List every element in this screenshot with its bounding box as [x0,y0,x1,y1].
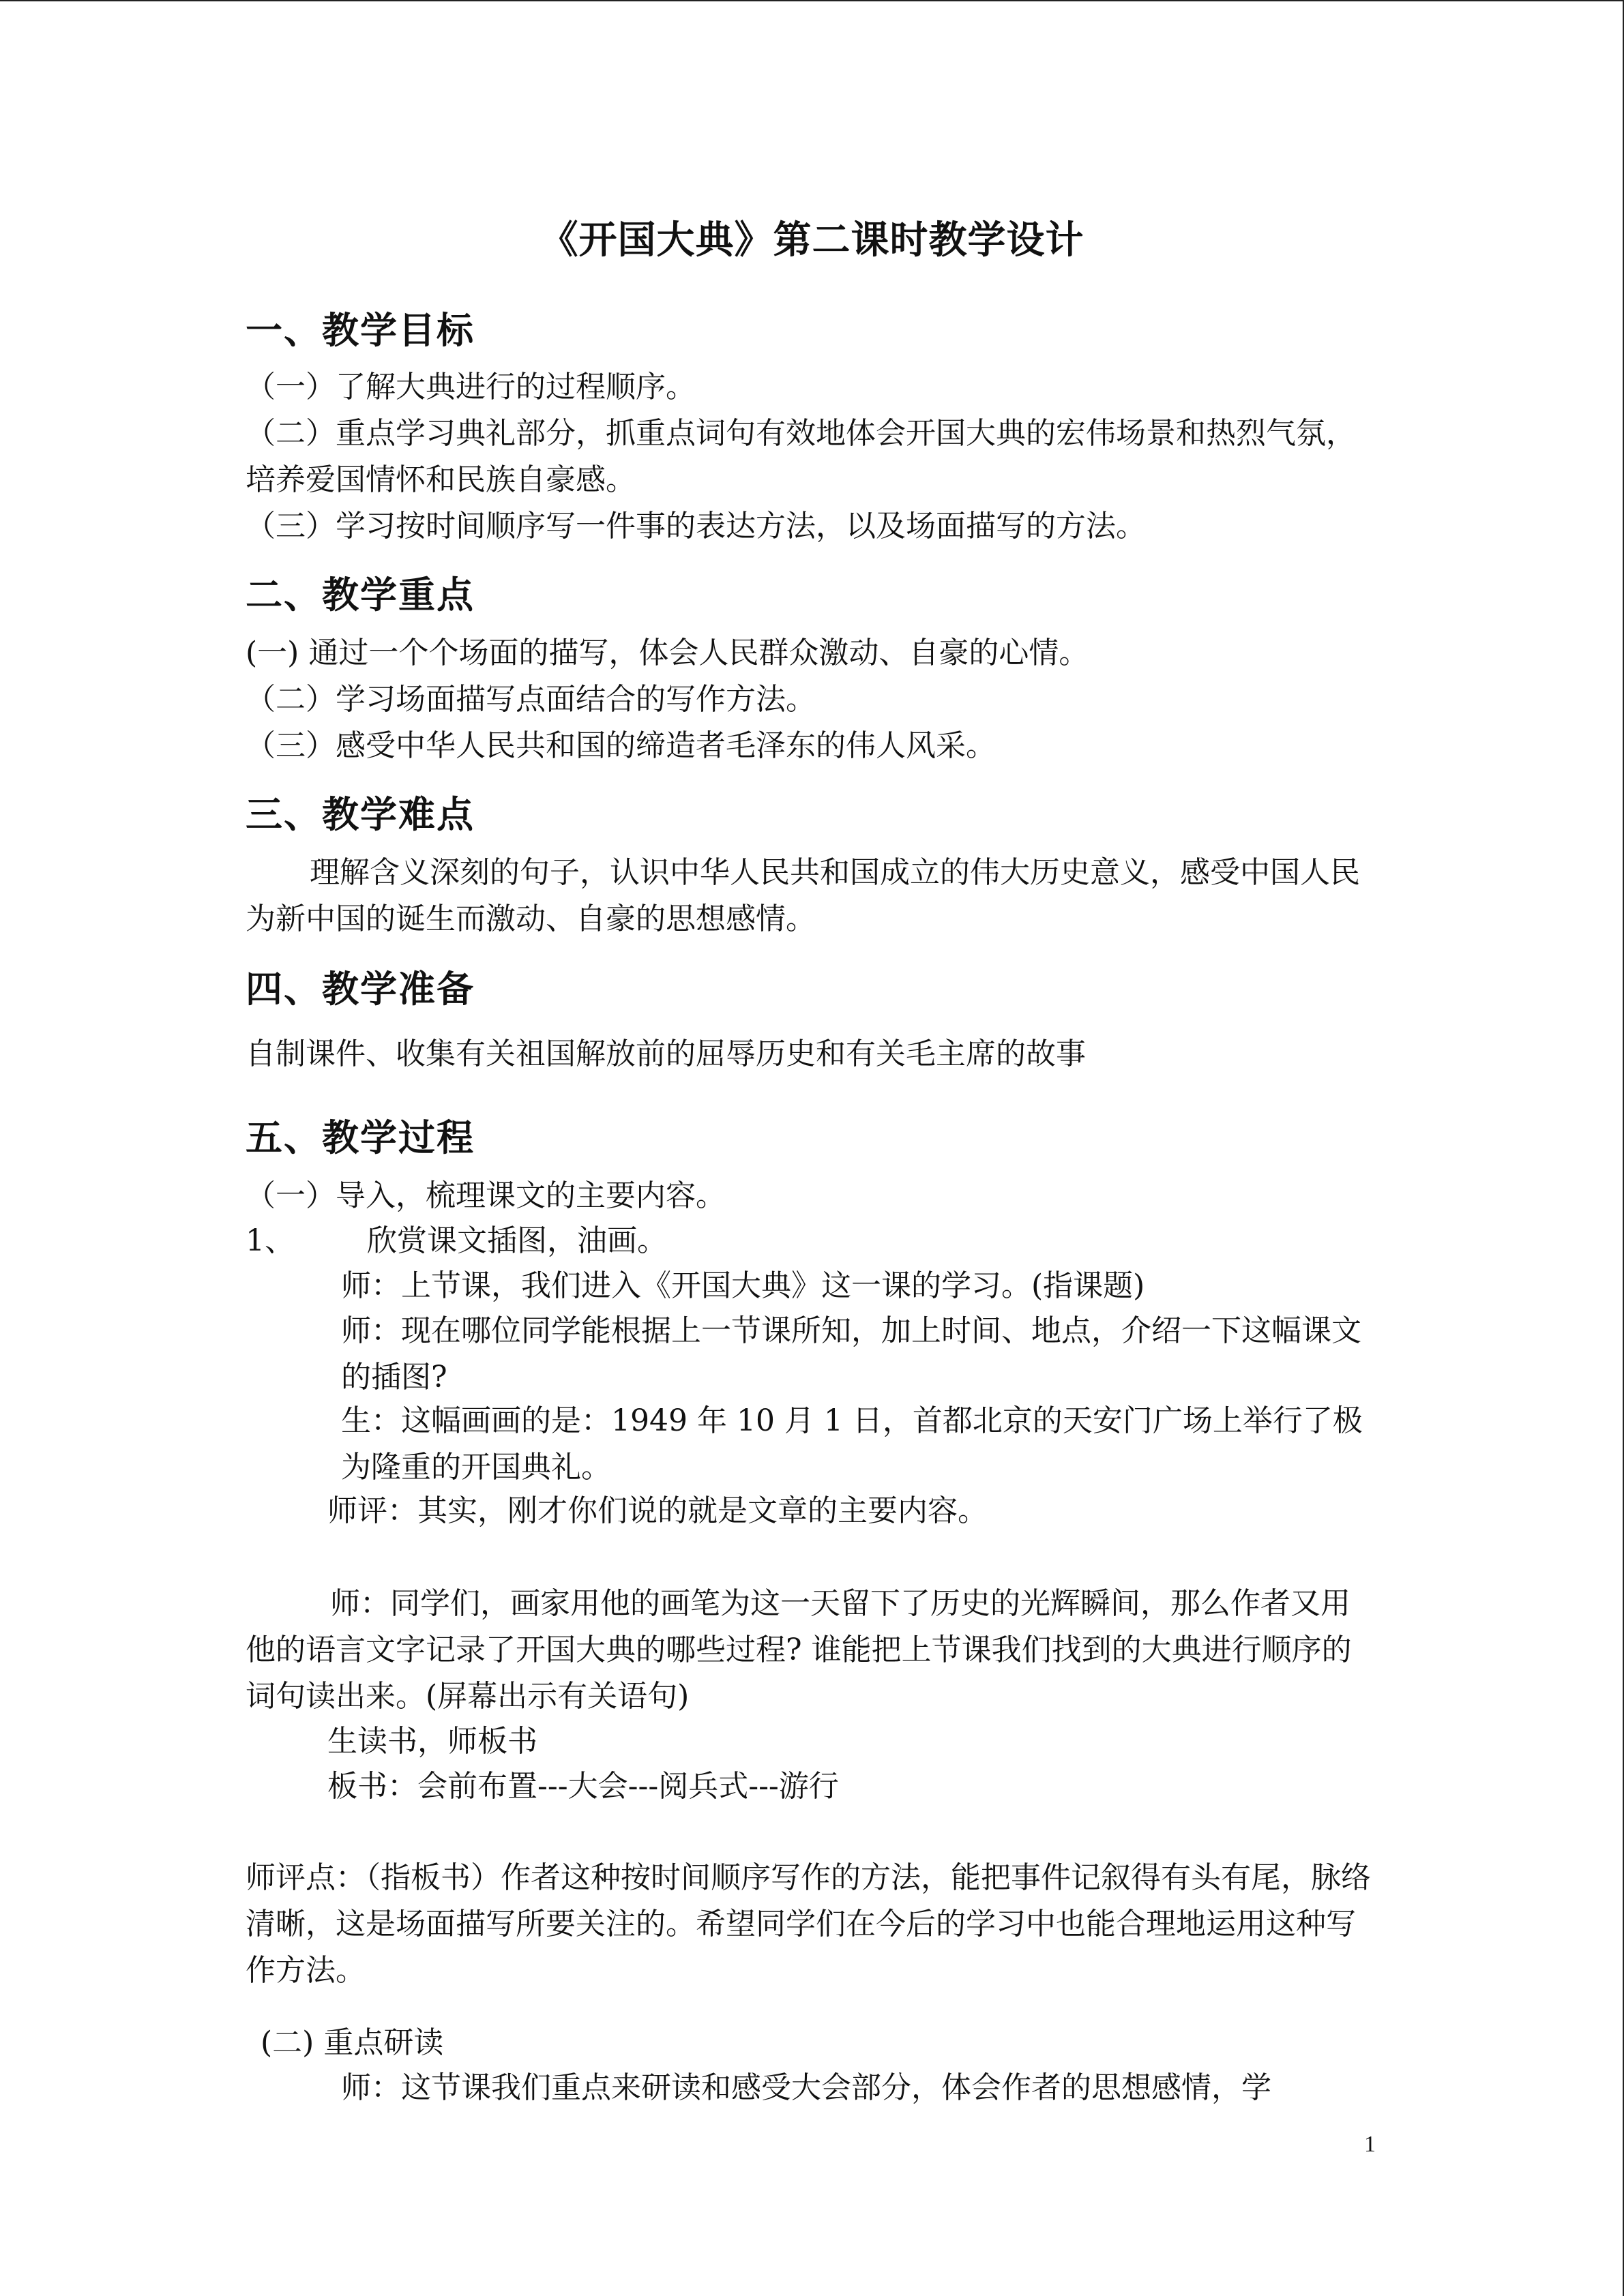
key-point-item-2: （二）学习场面描写点面结合的写作方法。 [246,682,816,717]
process-part-1-title: （一）导入，梳理课文的主要内容。 [246,1178,726,1213]
section-heading-process: 五、教学过程 [246,1116,475,1159]
process-paragraph-3: 师：这节课我们重点来研读和感受大会部分，体会作者的思想感情，学 [341,2070,1271,2105]
section-heading-difficulties: 三、教学难点 [246,793,475,836]
step-1-label: 欣赏课文插图，油画。 [367,1223,667,1258]
page-number: 1 [1364,2132,1376,2157]
objective-item-2: （二）重点学习典礼部分，抓重点词句有效地体会开国大典的宏伟场景和热烈气氛，培养爱国情怀和民族自豪感。 [246,416,1356,497]
process-paragraph-1: 师：同学们，画家用他的画笔为这一天留下了历史的光辉瞬间，那么作者又用他的语言文字记录了开国大典的哪些过程? 谁能把上节课我们找到的大典进行顺序的词句读出来。(屏幕出示有关语句) [246,1586,1352,1714]
page-title: 《开国大典》第二课时教学设计 [540,218,1084,263]
section-heading-preparation: 四、教学准备 [246,968,475,1011]
key-point-item-1: (一) 通过一个个场面的描写，体会人民群众激动、自豪的心情。 [246,636,1089,670]
process-line-reading: 生读书，师板书 [327,1724,537,1759]
dialog-teacher-1: 师：上节课，我们进入《开国大典》这一课的学习。(指课题) [341,1268,1145,1303]
dialog-teacher-2: 师：现在哪位同学能根据上一节课所知，加上时间、地点，介绍一下这幅课文的插图? [341,1313,1361,1395]
step-1-number: 1、 [246,1223,295,1258]
section-heading-key-points: 二、教学重点 [246,573,475,616]
objective-item-1: （一）了解大典进行的过程顺序。 [246,370,696,404]
difficulties-text: 理解含义深刻的句子，认识中华人民共和国成立的伟大历史意义，感受中国人民为新中国的诞生而激动、自豪的思想感情。 [246,855,1360,936]
process-line-blackboard: 板书：会前布置---大会---阅兵式---游行 [327,1769,839,1804]
section-heading-objectives: 一、教学目标 [246,309,475,352]
dialog-teacher-comment: 师评：其实，刚才你们说的就是文章的主要内容。 [327,1493,988,1528]
dialog-student-1: 生：这幅画画的是：1949 年 10 月 1 日，首都北京的天安门广场上举行了极为隆重的开国典礼。 [341,1403,1363,1485]
process-part-2-title: (二) 重点研读 [261,2025,444,2060]
preparation-text: 自制课件、收集有关祖国解放前的屈辱历史和有关毛主席的故事 [246,1037,1086,1071]
objective-item-3: （三）学习按时间顺序写一件事的表达方法，以及场面描写的方法。 [246,509,1146,543]
process-paragraph-2: 师评点：（指板书）作者这种按时间顺序写作的方法，能把事件记叙得有头有尾，脉络清晰，这是场面描写所要关注的。希望同学们在今后的学习中也能合理地运用这种写作方法。 [246,1860,1371,1988]
key-point-item-3: （三）感受中华人民共和国的缔造者毛泽东的伟人风采。 [246,728,996,763]
